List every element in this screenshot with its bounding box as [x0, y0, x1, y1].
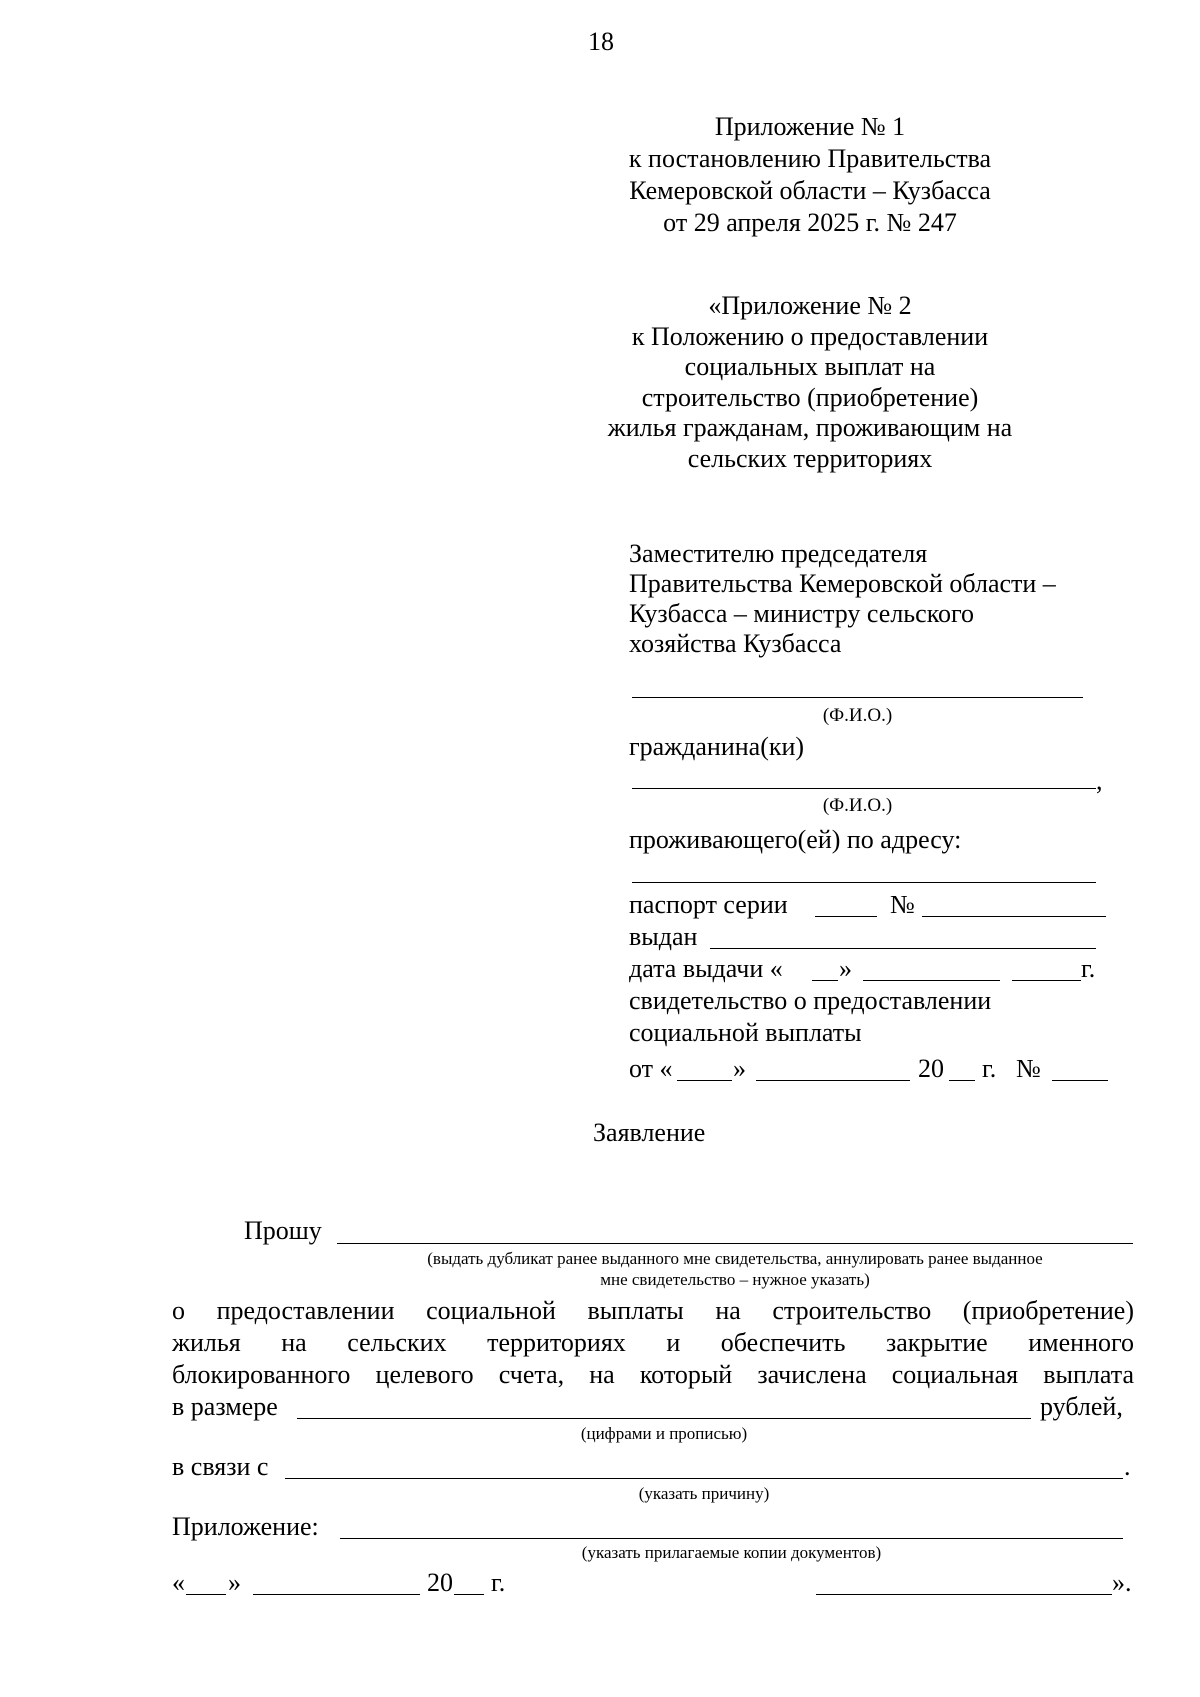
signature-field[interactable]: [816, 1594, 1112, 1595]
issued-label: выдан: [629, 922, 698, 951]
appendix2-line6: сельских территориях: [687, 443, 933, 473]
cert-year-suffix: г.: [982, 1054, 997, 1083]
body-line1: о предоставлении социальной выплаты на строительство (приобретение): [172, 1296, 1134, 1325]
request-caption-2: мне свидетельство – нужное указать): [600, 1270, 870, 1289]
statement-title: Заявление: [593, 1118, 706, 1147]
passport-number-field[interactable]: [922, 916, 1106, 917]
appendix2-line5: жилья гражданам, проживающим на: [607, 413, 1013, 442]
certificate-line2: социальной выплаты: [629, 1018, 862, 1047]
issue-year-field[interactable]: [1012, 980, 1081, 981]
cert-year-field[interactable]: [949, 1080, 975, 1081]
request-field[interactable]: [337, 1243, 1133, 1244]
passport-number-sign: №: [890, 890, 915, 919]
cert-day-field[interactable]: [677, 1080, 732, 1081]
appendix1-line3: Кемеровской области – Кузбасса: [629, 176, 991, 205]
appendix1-line2: к постановлению Правительства: [628, 144, 992, 173]
addressee-block: [629, 539, 1056, 659]
closing-quote: ».: [1112, 1568, 1132, 1597]
date-year-suffix: г.: [491, 1568, 506, 1597]
certificate-line1: свидетельство о предоставлении: [629, 986, 992, 1015]
attachment-label: Приложение:: [172, 1512, 319, 1541]
cert-number-sign: №: [1016, 1054, 1041, 1083]
reason-label: в связи с: [172, 1452, 269, 1481]
addressee-line3: Кузбасса – министру сельского: [629, 599, 975, 628]
cert-from-label: от «: [629, 1054, 673, 1083]
cert-from-close: »: [733, 1054, 746, 1083]
fio-caption-2: (Ф.И.О.): [822, 795, 893, 816]
addressee-line2: Правительства Кемеровской области –: [629, 569, 1056, 598]
appendix2-line4: строительство (приобретение): [641, 382, 979, 412]
request-label: Прошу: [244, 1216, 322, 1245]
appendix1-line1: Приложение № 1: [714, 112, 906, 141]
appendix2-line1: «Приложение № 2: [708, 291, 912, 320]
amount-caption: (цифрами и прописью): [580, 1424, 748, 1443]
issue-day-field[interactable]: [812, 980, 838, 981]
date-year-prefix: 20: [427, 1568, 453, 1597]
date-year-field[interactable]: [454, 1594, 484, 1595]
date-open: «: [172, 1568, 185, 1597]
certificate-block: [629, 985, 991, 1049]
appendix2-line2: к Положению о предоставлении: [631, 321, 989, 351]
addressee-line4: хозяйства Кузбасса: [629, 629, 842, 658]
reason-suffix: .: [1124, 1452, 1131, 1481]
cert-month-field[interactable]: [756, 1080, 910, 1081]
appendix2-line3: социальных выплат на: [684, 352, 936, 381]
citizen-label: гражданина(ки): [629, 732, 805, 761]
address-field[interactable]: [632, 882, 1096, 883]
amount-label: в размере: [172, 1392, 278, 1421]
appendix1-block: [600, 111, 1020, 239]
body-line3: блокированного целевого счета, на который зачислена социальная выплата: [172, 1360, 1134, 1389]
attachment-field[interactable]: [340, 1538, 1123, 1539]
cert-number-field[interactable]: [1052, 1080, 1108, 1081]
reason-caption: (указать причину): [638, 1484, 770, 1503]
residing-label: проживающего(ей) по адресу:: [629, 825, 962, 854]
cert-year-prefix: 20: [918, 1054, 944, 1083]
request-caption-1: (выдать дубликат ранее выданного мне свидетельства, аннулировать ранее выданное: [427, 1249, 1043, 1268]
passport-series-label: паспорт серии: [629, 890, 788, 919]
fio-caption-1: (Ф.И.О.): [822, 705, 893, 726]
issue-year-suffix: г.: [1081, 954, 1096, 983]
issue-date-close: »: [839, 954, 852, 983]
fio-field-2[interactable]: [632, 788, 1096, 789]
issued-field[interactable]: [710, 948, 1096, 949]
statement-body: [172, 1295, 1134, 1391]
date-close: »: [228, 1568, 241, 1597]
amount-field[interactable]: [297, 1418, 1031, 1419]
appendix1-line4: от 29 апреля 2025 г. № 247: [663, 208, 957, 237]
attachment-caption: (указать прилагаемые копии документов): [581, 1543, 882, 1562]
addressee-line1: Заместителю председателя: [629, 539, 928, 568]
fio-field-1[interactable]: [632, 697, 1083, 698]
date-day-field[interactable]: [186, 1594, 226, 1595]
page-number: 18: [588, 27, 614, 56]
reason-field[interactable]: [285, 1478, 1123, 1479]
date-month-field[interactable]: [253, 1594, 420, 1595]
passport-series-field[interactable]: [815, 916, 877, 917]
amount-suffix: рублей,: [1040, 1392, 1123, 1421]
appendix2-block: [600, 291, 1020, 474]
fio-comma: ,: [1096, 766, 1103, 795]
issue-month-field[interactable]: [863, 980, 1000, 981]
issue-date-label: дата выдачи «: [629, 954, 783, 983]
body-line2: жилья на сельских территориях и обеспечить закрытие именного: [172, 1328, 1134, 1357]
